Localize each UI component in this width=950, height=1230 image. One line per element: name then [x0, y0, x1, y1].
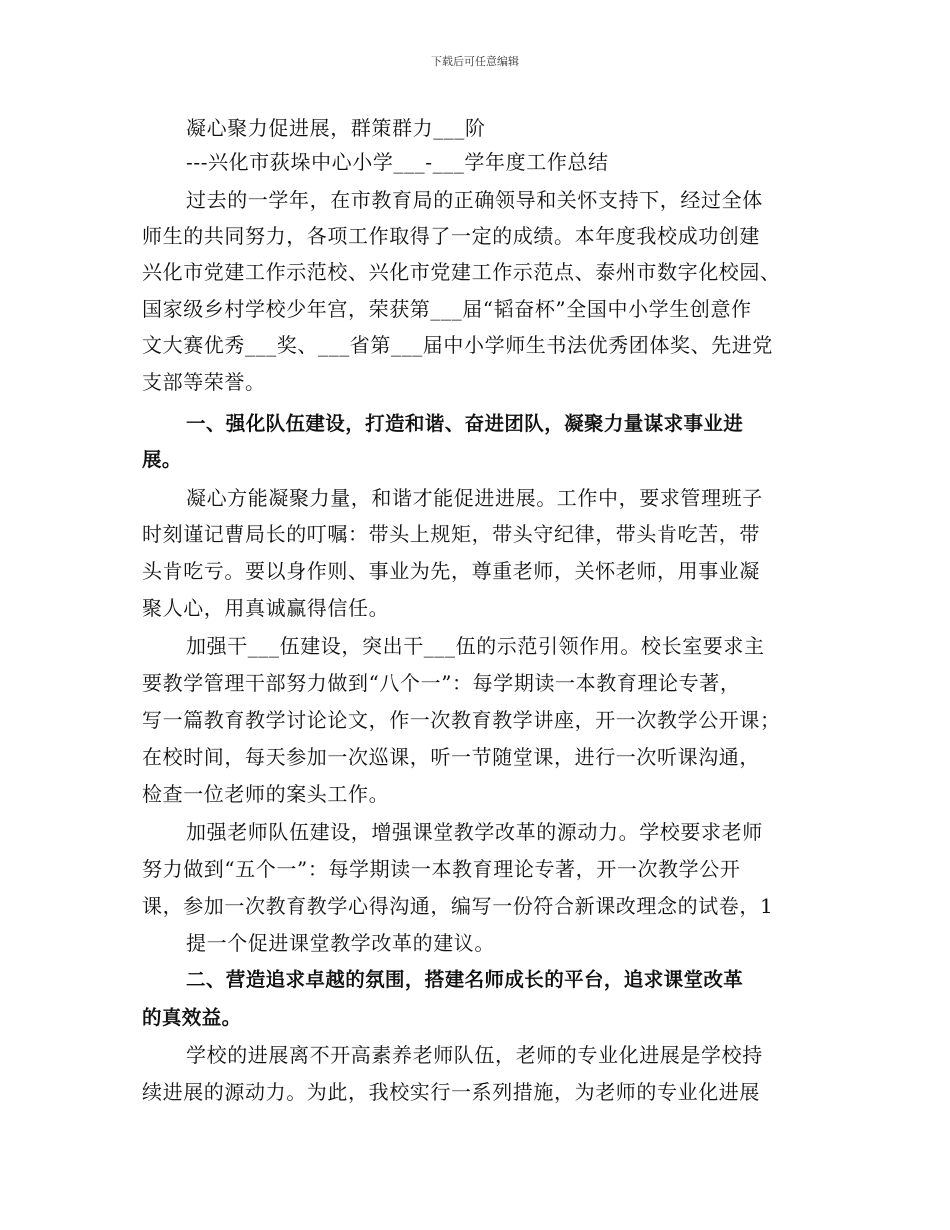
page-header-note: 下载后可任意编辑	[431, 55, 519, 68]
paragraph-line: 学校的进展离不开高素养老师队伍，老师的专业化进展是学校持	[186, 1043, 763, 1067]
paragraph-line: 课，参加一次教育教学心得沟通，编写一份符合新课改理念的试卷，1	[142, 894, 774, 918]
paragraph-line: 文大赛优秀___奖、___省第___届中小学师生书法优秀团体奖、先进党	[142, 333, 773, 357]
paragraph-line: 聚人心，用真诚赢得信任。	[142, 596, 390, 620]
paragraph-line: 努力做到“五个一”：每学期读一本教育理论专著，开一次教学公开	[142, 857, 741, 881]
paragraph-line: 时刻谨记曹局长的叮嘱：带头上规矩，带头守纪律，带头肯吃苦，带	[142, 522, 760, 546]
document-subtitle: ---兴化市荻垛中心小学___-___学年度工作总结	[186, 150, 609, 174]
paragraph-line: 国家级乡村学校少年宫，荣获第___届“韬奋杯”全国中小学生创意作	[142, 297, 752, 321]
paragraph-line: 支部等荣誉。	[142, 370, 266, 394]
paragraph-line: 检查一位老师的案头工作。	[142, 782, 390, 806]
section-heading-1-cont: 展。	[142, 448, 182, 471]
paragraph-line: 续进展的源动力。为此，我校实行一系列措施，为老师的专业化进展	[142, 1080, 760, 1104]
paragraph-line: 过去的一学年，在市教育局的正确领导和关怀支持下，经过全体	[186, 188, 763, 212]
paragraph-line: 师生的共同努力，各项工作取得了一定的成绩。本年度我校成功创建	[142, 224, 760, 248]
paragraph-line: 在校时间，每天参加一次巡课，听一节随堂课，进行一次听课沟通，	[142, 745, 760, 769]
section-heading-2-cont: 的真效益。	[142, 1006, 242, 1029]
paragraph-line: 要教学管理干部努力做到“八个一”：每学期读一本教育理论专著，	[142, 671, 741, 695]
paragraph-line: 头肯吃亏。要以身作则、事业为先，尊重老师，关怀老师，用事业凝	[142, 559, 760, 583]
section-heading-2: 二、营造追求卓越的氛围，搭建名师成长的平台，追求课堂改革	[186, 968, 744, 991]
paragraph-line: 加强干___伍建设，突出干___伍的示范引领作用。校长室要求主	[186, 634, 765, 658]
section-heading-1: 一、强化队伍建设，打造和谐、奋进团队，凝聚力量谋求事业进	[186, 412, 744, 435]
paragraph-line: 写一篇教育教学讨论论文，作一次教育教学讲座，开一次教学公开课；	[142, 708, 781, 732]
document-title: 凝心聚力促进展，群策群力___阶	[186, 116, 486, 140]
paragraph-line: 提一个促进课堂教学改革的建议。	[186, 931, 495, 955]
paragraph-line: 凝心方能凝聚力量，和谐才能促进进展。工作中，要求管理班子	[186, 486, 763, 510]
paragraph-line: 兴化市党建工作示范校、兴化市党建工作示范点、泰州市数字化校园、	[142, 260, 781, 284]
paragraph-line: 加强老师队伍建设，增强课堂教学改革的源动力。学校要求老师	[186, 820, 763, 844]
